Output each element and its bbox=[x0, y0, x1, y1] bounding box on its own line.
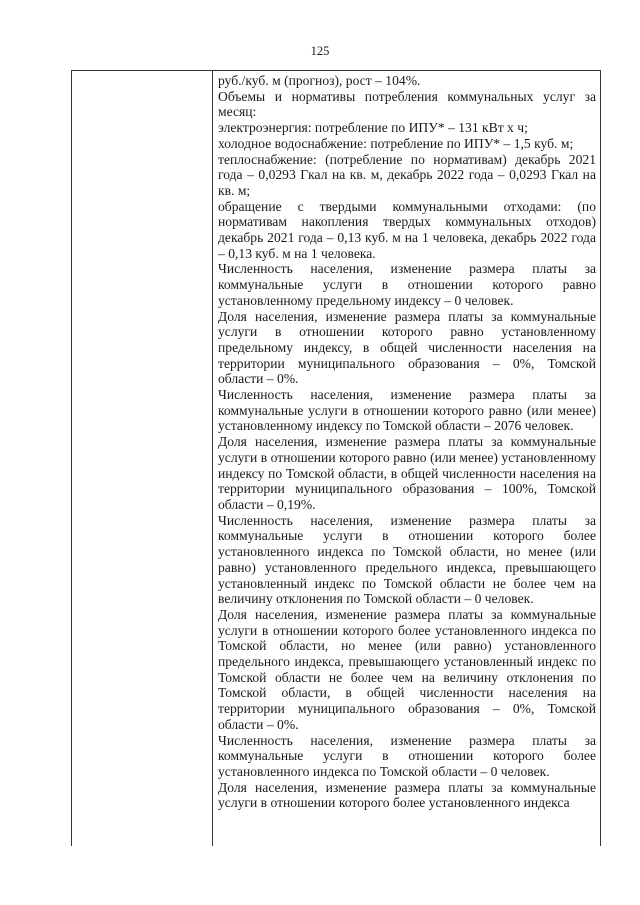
text-paragraph: Численность населения, изменение размера платы за коммунальные услуги в отношении которого более установленного индекса по Томской области, но менее (или равно) установленного предельного индекса, превышающего установленный индекс по Томской области не более чем на величину отклонения по Томской области – 0 человек. bbox=[218, 512, 596, 607]
text-paragraph: Доля населения, изменение размера платы за коммунальные услуги в отношении которого равно установленному предельному индексу, в общей численности населения на территории муниципального образования – 0%, Томской области – 0%. bbox=[218, 308, 596, 387]
text-paragraph: Доля населения, изменение размера платы за коммунальные услуги в отношении которого более установленного индекса по Томской области, но менее (или равно) установленного предельного индекса, превышающего установленный индекс по Томской области не более чем на величину отклонения по Томской области, в общей численности населения на территории муниципального образования – 0%, Томской области – 0%. bbox=[218, 606, 596, 732]
text-paragraph: Численность населения, изменение размера платы за коммунальные услуги в отношении которого равно установленному предельному индексу – 0 человек. bbox=[218, 261, 596, 308]
text-paragraph: Доля населения, изменение размера платы за коммунальные услуги в отношении которого равно (или менее) установленному индексу по Томской области, в общей численности населения на территории муниципального образования – 100%, Томской области – 0,19%. bbox=[218, 434, 596, 512]
document-table bbox=[71, 70, 601, 846]
text-paragraph: электроэнергия: потребление по ИПУ* – 131 кВт х ч; bbox=[218, 120, 528, 136]
table-right-column bbox=[213, 71, 600, 846]
text-paragraph: обращение с твердыми коммунальными отходами: (по нормативам накопления твердых коммунальных отходов) декабрь 2021 года – 0,13 куб. м на 1 человека, декабрь 2022 года – 0,13 куб. м на 1 человека. bbox=[218, 198, 596, 261]
text-paragraph: холодное водоснабжение: потребление по ИПУ* – 1,5 куб. м; bbox=[218, 135, 574, 151]
text-paragraph: Доля населения, изменение размера платы за коммунальные услуги в отношении которого более установленного индекса bbox=[218, 779, 596, 811]
text-paragraph: Численность населения, изменение размера платы за коммунальные услуги в отношении которого равно (или менее) установленному индексу по Томской области – 2076 человек. bbox=[218, 387, 596, 434]
text-paragraph: Объемы и нормативы потребления коммунальных услуг за месяц: bbox=[218, 88, 596, 120]
page-number: 125 bbox=[310, 44, 330, 58]
text-paragraph: руб./куб. м (прогноз), рост – 104%. bbox=[218, 73, 421, 88]
table-left-column bbox=[72, 71, 213, 846]
text-paragraph: Численность населения, изменение размера платы за коммунальные услуги в отношении которого более установленного индекса по Томской области – 0 человек. bbox=[218, 732, 596, 779]
text-paragraph: теплоснабжение: (потребление по нормативам) декабрь 2021 года – 0,0293 Гкал на кв. м, декабрь 2022 года – 0,0293 Гкал на кв. м; bbox=[218, 151, 596, 198]
